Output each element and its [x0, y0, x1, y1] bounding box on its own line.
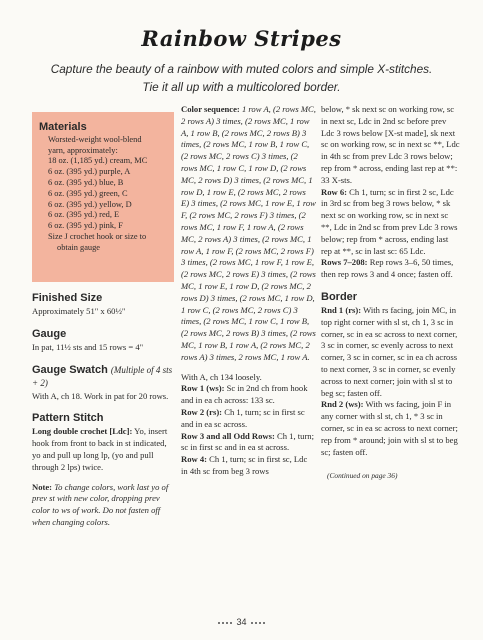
color-sequence	[181, 104, 316, 364]
row-2	[181, 407, 316, 431]
materials-item: 6 oz. (395 yd.) yellow, D	[48, 199, 132, 209]
intro-line-1: Capture the beauty of a rainbow with muted colors and simple X-stitches.	[50, 62, 433, 76]
pattern-stitch-term: Long double crochet [Ldc]:	[32, 426, 133, 437]
border-rnd-1-text: With rs facing, join MC, in top right corner with sl st, ch 1, 3 sc in corner, sc in ea sc across to next corner, 3 sc in corner, sc evenly across to next corner, 3 sc in corner, sc in ea ch across to next corner, 3 sc in corner, sc evenly across to next corner; join with sl st to beg sc; fasten off.	[321, 304, 458, 398]
pattern-stitch-body: Yo, insert hook from front to back in st indicated, yo and pull up long lp, (yo and pull through 2 lps) twice.	[32, 426, 168, 472]
materials-item: 6 oz. (395 yd.) blue, B	[48, 177, 124, 187]
row-6	[321, 187, 461, 258]
note-text: To change colors, work last yo of prev st with new color, dropping prev color to ws of work. Do not fasten off when changing colors.	[32, 481, 169, 527]
folio-rule-left	[218, 622, 232, 624]
row-6-text: Ch 1, turn; sc in first 2 sc, Ldc in 3rd sc from beg 3 rows below, * sk next sc on working row, sc in next sc **, Ldc in 2nd sc from prev Ldc 3 rows below; rep from * across, ending last rep at **, sc in last sc: 65 Ldc.	[321, 186, 458, 256]
gauge-swatch-title: Gauge Swatch	[32, 363, 108, 376]
border-heading: Border	[321, 290, 358, 303]
color-sequence-label: Color sequence:	[181, 104, 240, 114]
rows-7-208-text: Rep rows 3–6, 50 times, then rep rows 3 and 4 once; fasten off.	[321, 257, 454, 280]
note-label: Note:	[32, 481, 53, 492]
row-4-continued: below, * sk next sc on working row, sc in next sc, Ldc in 2nd sc before prev Ldc 3 rows below [X-st made], sk next sc on working row, sc in next sc **, Ldc in 4th sc from prev Ldc 3 rows below; rep from * across, ending last rep at **: 33 X-sts.	[321, 104, 460, 185]
rows-7-208-label: Rows 7–208:	[321, 257, 368, 268]
page-number: 34	[236, 617, 247, 627]
row-4-label: Row 4:	[181, 454, 208, 465]
intro-line-2: Tie it all up with a multicolored border.	[142, 80, 341, 94]
materials-hook-line-1: Size J crochet hook or size to	[48, 231, 147, 241]
row-6-label: Row 6:	[321, 186, 348, 197]
border-rnd-2-label: Rnd 2 (ws):	[321, 399, 364, 410]
gauge-heading: Gauge	[32, 327, 67, 340]
row-1	[181, 383, 316, 407]
border-rnd-1-label: Rnd 1 (rs):	[321, 304, 362, 315]
gauge-text: In pat, 11½ sts and 15 rows = 4"	[32, 341, 144, 352]
row-4	[181, 454, 316, 478]
materials-hook-line-2: obtain gauge	[57, 242, 101, 252]
row-2-label: Row 2 (rs):	[181, 406, 223, 417]
materials-box	[32, 112, 174, 282]
column-1	[32, 104, 174, 529]
gauge-swatch-heading	[32, 364, 174, 390]
border-rnd-2-text: With ws facing, join F in any corner with sl st, ch 1, * 3 sc in corner, sc in ea sc across to next corner; rep from * around; join with sl st to beg sc; fasten off.	[321, 399, 458, 457]
gauge-swatch-text: With A, ch 18. Work in pat for 20 rows.	[32, 390, 169, 401]
page-title: Rainbow Stripes	[141, 26, 342, 51]
finished-size-heading: Finished Size	[32, 292, 103, 304]
row-4-text: Ch 1, turn; sc in first sc, Ldc in 4th sc from beg 3 rows	[181, 454, 308, 476]
column-2	[181, 104, 316, 478]
row-2-text: Ch 1, turn; sc in first sc and in ea sc across.	[181, 406, 305, 429]
row-1-text: Sc in 2nd ch from hook and in ea ch across: 133 sc.	[181, 383, 308, 406]
materials-item: 6 oz. (395 yd.) green, C	[48, 188, 128, 198]
row-3-label: Row 3 and all Odd Rows:	[181, 430, 275, 441]
materials-item: 18 oz. (1,185 yd.) cream, MC	[48, 156, 148, 166]
row-1-label: Row 1 (ws):	[181, 383, 225, 394]
border-rnd-2	[321, 399, 461, 458]
pattern-stitch-heading: Pattern Stitch	[32, 412, 104, 425]
continued-note: (Continued on page 36)	[327, 471, 398, 481]
pattern-stitch-text	[32, 426, 174, 473]
instructions-start: With A, ch 134 loosely.	[181, 371, 262, 382]
intro-text	[14, 60, 469, 96]
materials-yarn-line-1: Worsted-weight wool-blend	[48, 134, 142, 144]
column-3	[321, 104, 461, 482]
finished-size-text: Approximately 51" x 60½"	[32, 306, 126, 316]
row-3-text: Ch 1, turn; sc in first sc and in ea st across.	[181, 430, 314, 453]
border-rnd-1	[321, 305, 461, 399]
note	[32, 482, 174, 529]
materials-item: 6 oz. (395 yd.) pink, F	[48, 221, 123, 231]
rows-7-208	[321, 257, 461, 281]
row-3	[181, 431, 316, 455]
materials-item: 6 oz. (395 yd.) purple, A	[48, 167, 131, 177]
page-number-footer	[0, 617, 483, 627]
folio-rule-right	[251, 622, 265, 624]
materials-heading: Materials	[39, 121, 87, 133]
materials-yarn-line-2: yarn, approximately:	[48, 145, 118, 155]
gauge-swatch-subheading: (Multiple of 4 sts + 2)	[32, 364, 173, 388]
materials-item: 6 oz. (395 yd.) red, E	[48, 210, 120, 220]
color-sequence-text: 1 row A, (2 rows MC, 2 rows A) 3 times, (2 rows MC, 1 row A, 1 row B, (2 rows MC, 2 rows B) 3 times, (2 rows MC, 1 row B, 1 row C, (2 rows MC, 2 rows C) 3 times, (2 rows MC, 1 row C, 1 row D, (2 rows MC, 2 rows D) 3 times, (2 rows MC, 1 row D, 1 row E, (2 rows MC, 2 rows E) 3 times, (2 rows MC, 1 row E, 1 row F, (2 rows MC, 2 rows F) 3 times, (2 rows MC, 1 row F, 1 row A, (2 rows MC, 2 rows A) 3 times, (2 rows MC, 1 row A, 1 row F, (2 rows MC, 2 rows F) 3 times, (2 rows MC, 1 row F, 1 row E, (2 rows MC, 2 rows E) 3 times, (2 rows MC, 1 row E, 1 row D, (2 rows MC, 2 rows D) 3 times, (2 rows MC, 1 row D, 1 row C, (2 rows MC, 2 rows C) 3 times, (2 rows MC, 1 row C, 1 row B, (2 rows MC, 2 rows B) 3 times, (2 rows MC, 1 row B, 1 row A, (2 rows MC, 2 rows A) 3 times, 2 rows MC, 1 row A.	[181, 104, 316, 362]
